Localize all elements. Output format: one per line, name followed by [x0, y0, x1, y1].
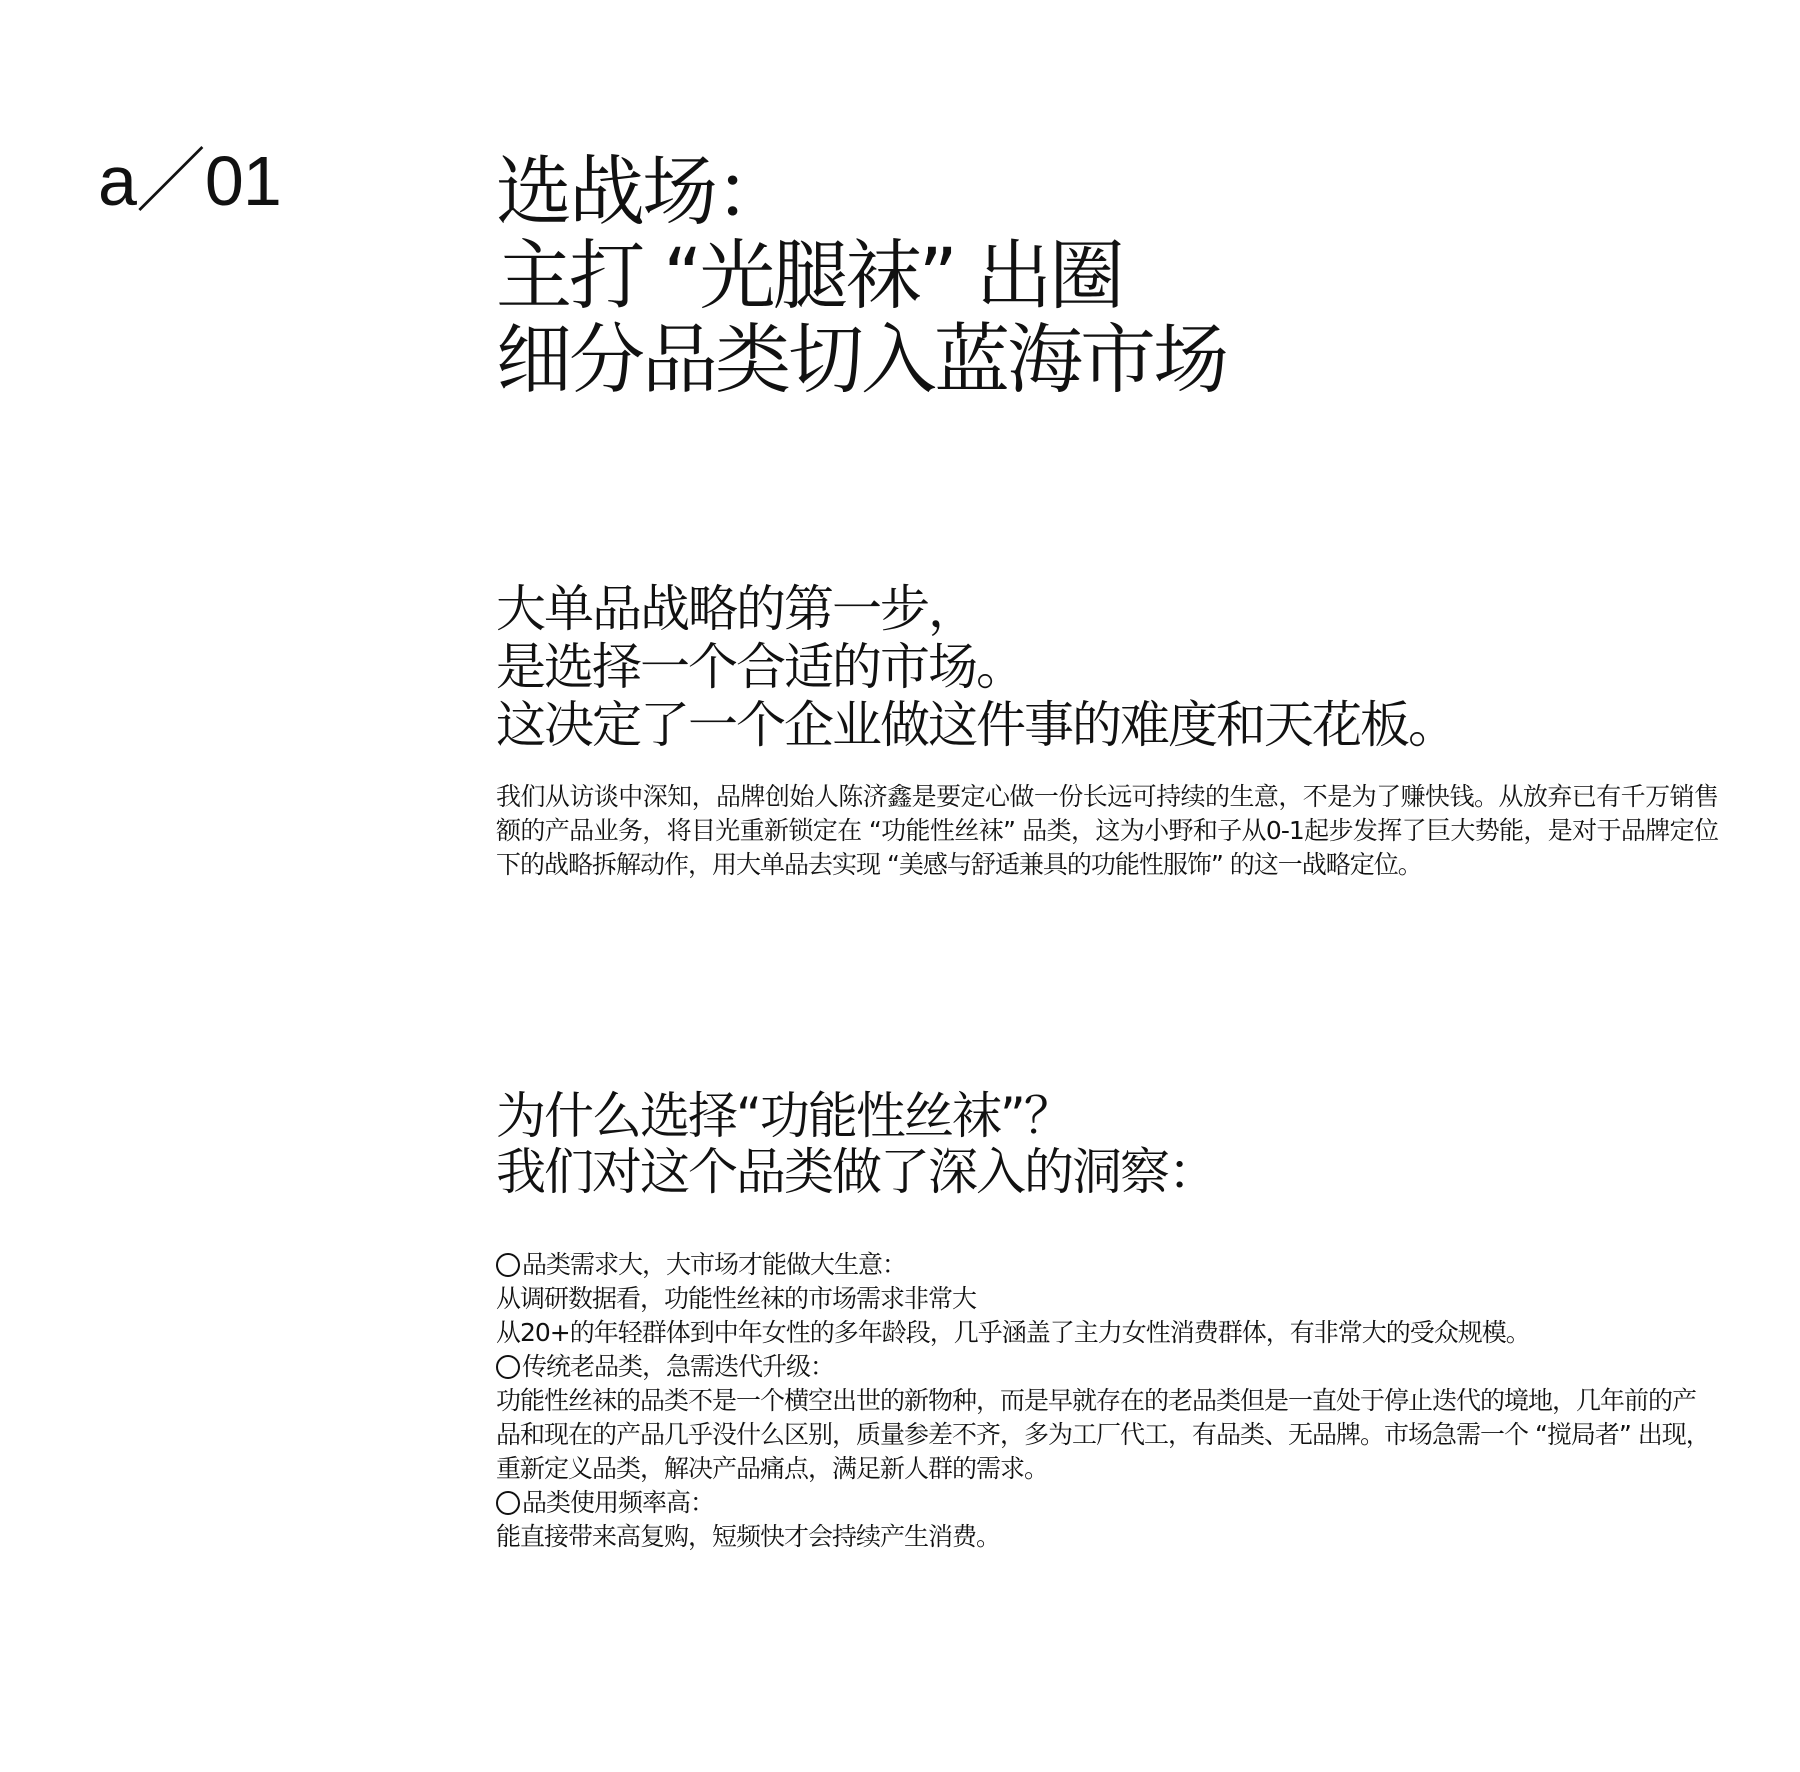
lead-line: 大单品战略的第一步， [496, 580, 976, 638]
insight-item [496, 1248, 1718, 1350]
lead-line: 是选择一个合适的市场。 [496, 638, 1024, 696]
insight-list [496, 1248, 1718, 1554]
question-heading [496, 1088, 1696, 1200]
circle-icon [496, 1491, 520, 1515]
insight-text: 功能性丝袜的品类不是一个横空出世的新物种，而是早就存在的老品类但是一直处于停止迭代的境地，几年前的产品和现在的产品几乎没什么区别，质量参差不齐，多为工厂代工，有品类、无品牌。市场急需一个 “搅局者” 出现，重新定义品类，解决产品痛点，满足新人群的需求。 [496, 1386, 1710, 1483]
insight-heading [496, 1486, 1718, 1520]
section-number: a／01 [98, 142, 281, 220]
insight-item [496, 1350, 1718, 1486]
insight-text: 从调研数据看，功能性丝袜的市场需求非常大 [496, 1284, 977, 1313]
lead-heading [496, 580, 1696, 754]
insight-heading [496, 1350, 1718, 1384]
insight-heading-text: 品类需求大，大市场才能做大生意： [522, 1250, 907, 1279]
circle-icon [496, 1355, 520, 1379]
lead-line: 这决定了一个企业做这件事的难度和天花板。 [496, 696, 1456, 754]
title-line: 细分品类切入蓝海市场 [496, 315, 1226, 404]
question-line: 我们对这个品类做了深入的洞察： [496, 1143, 1216, 1201]
insight-heading [496, 1248, 1718, 1282]
insight-text: 从20+的年轻群体到中年女性的多年龄段，几乎涵盖了主力女性消费群体，有非常大的受众规模。 [496, 1318, 1530, 1347]
insight-item [496, 1486, 1718, 1554]
insight-heading-text: 品类使用频率高： [522, 1488, 715, 1517]
page-title [496, 147, 1696, 404]
title-line: 选战场： [496, 147, 788, 236]
insight-heading-text: 传统老品类，急需迭代升级： [522, 1352, 835, 1381]
circle-icon [496, 1253, 520, 1277]
body-paragraph: 我们从访谈中深知，品牌创始人陈济鑫是要定心做一份长远可持续的生意，不是为了赚快钱。从放弃已有千万销售额的产品业务，将目光重新锁定在 “功能性丝袜” 品类，这为小野和子从0-1起步发挥了巨大势能，是对于品牌定位下的战略拆解动作，用大单品去实现 “美感与舒适兼具的功能性服饰” 的这一战略定位。 [496, 782, 1718, 879]
title-line: 主打 “光腿袜” 出圈 [496, 231, 1123, 320]
question-line: 为什么选择“功能性丝袜”？ [496, 1087, 1072, 1145]
insight-text: 能直接带来高复购，短频快才会持续产生消费。 [496, 1522, 1001, 1551]
